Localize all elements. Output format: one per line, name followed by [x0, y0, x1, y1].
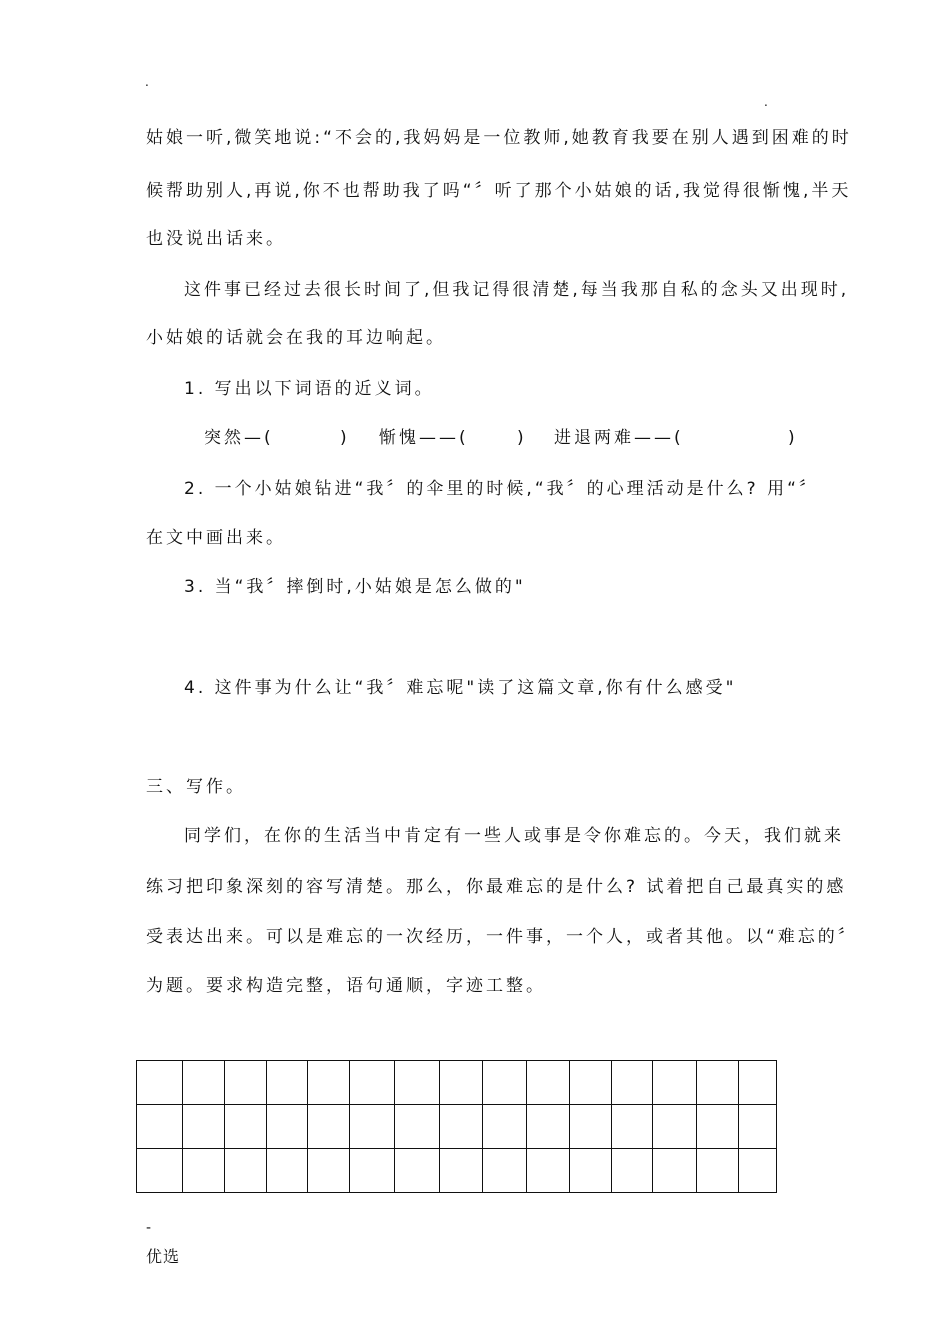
story-line-1: 姑娘一听,微笑地说:“不会的,我妈妈是一位教师,她教育我要在别人遇到困难的时 — [146, 128, 852, 148]
grid-cell[interactable] — [267, 1105, 308, 1149]
writing-heading: 三、写作。 — [146, 777, 246, 797]
grid-cell[interactable] — [570, 1149, 612, 1193]
grid-cell[interactable] — [225, 1105, 267, 1149]
grid-cell[interactable] — [225, 1061, 267, 1105]
grid-cell[interactable] — [267, 1149, 308, 1193]
grid-cell[interactable] — [697, 1105, 739, 1149]
grid-cell[interactable] — [739, 1061, 777, 1105]
grid-cell[interactable] — [137, 1061, 183, 1105]
question-3: 3. 当“我〞摔倒时,小姑娘是怎么做的" — [184, 577, 526, 597]
synonym-blank-1-close: ) — [340, 428, 350, 448]
grid-cell[interactable] — [527, 1149, 570, 1193]
grid-cell[interactable] — [570, 1105, 612, 1149]
writing-grid — [136, 1060, 777, 1193]
grid-cell[interactable] — [612, 1149, 653, 1193]
grid-cell[interactable] — [440, 1149, 483, 1193]
question-4: 4. 这件事为什么让“我〞难忘呢"读了这篇文章,你有什么感受" — [184, 678, 737, 698]
writing-line-3: 受表达出来。可以是难忘的一次经历，一件事，一个人，或者其他。以“难忘的〞 — [146, 927, 858, 947]
grid-cell[interactable] — [697, 1061, 739, 1105]
grid-cell[interactable] — [137, 1105, 183, 1149]
grid-row — [137, 1105, 777, 1149]
grid-cell[interactable] — [739, 1149, 777, 1193]
grid-cell[interactable] — [653, 1105, 697, 1149]
header-mark-left: . — [145, 75, 149, 89]
grid-cell[interactable] — [225, 1149, 267, 1193]
grid-cell[interactable] — [739, 1105, 777, 1149]
question-2-line-2: 在文中画出来。 — [146, 528, 286, 548]
writing-line-2: 练习把印象深刻的容写清楚。那么，你最难忘的是什么? 试着把自己最真实的感 — [146, 877, 847, 897]
story-line-5: 小姑娘的话就会在我的耳边响起。 — [146, 328, 446, 348]
footer-label: 优选 — [146, 1247, 181, 1266]
grid-cell[interactable] — [612, 1105, 653, 1149]
grid-cell[interactable] — [350, 1149, 395, 1193]
grid-cell[interactable] — [653, 1149, 697, 1193]
grid-cell[interactable] — [395, 1061, 440, 1105]
grid-cell[interactable] — [395, 1149, 440, 1193]
grid-cell[interactable] — [395, 1105, 440, 1149]
grid-cell[interactable] — [183, 1105, 225, 1149]
grid-cell[interactable] — [350, 1105, 395, 1149]
writing-line-4: 为题。要求构造完整，语句通顺，字迹工整。 — [146, 976, 546, 996]
story-line-2: 候帮助别人,再说,你不也帮助我了吗“〞听了那个小姑娘的话,我觉得很惭愧,半天 — [146, 181, 852, 201]
header-mark-right: . — [764, 95, 768, 109]
grid-cell[interactable] — [183, 1149, 225, 1193]
grid-cell[interactable] — [653, 1061, 697, 1105]
grid-cell[interactable] — [483, 1061, 527, 1105]
grid-cell[interactable] — [308, 1149, 350, 1193]
synonym-word-1: 突然—( — [204, 428, 274, 448]
grid-row — [137, 1149, 777, 1193]
grid-cell[interactable] — [267, 1061, 308, 1105]
grid-cell[interactable] — [483, 1105, 527, 1149]
grid-cell[interactable] — [440, 1061, 483, 1105]
footer-mark: - — [146, 1220, 152, 1236]
grid-cell[interactable] — [527, 1105, 570, 1149]
writing-line-1: 同学们，在你的生活当中肯定有一些人或事是令你难忘的。今天，我们就来 — [184, 826, 844, 846]
grid-cell[interactable] — [350, 1061, 395, 1105]
story-line-3: 也没说出话来。 — [146, 229, 286, 249]
grid-cell[interactable] — [308, 1105, 350, 1149]
synonym-blank-2-close: ) — [517, 428, 527, 448]
grid-cell[interactable] — [483, 1149, 527, 1193]
grid-row — [137, 1061, 777, 1105]
question-1: 1. 写出以下词语的近义词。 — [184, 379, 435, 399]
grid-cell[interactable] — [697, 1149, 739, 1193]
grid-cell[interactable] — [440, 1105, 483, 1149]
grid-cell[interactable] — [137, 1149, 183, 1193]
synonym-word-3: 进退两难——( — [554, 428, 684, 448]
synonym-word-2: 惭愧——( — [379, 428, 469, 448]
grid-cell[interactable] — [308, 1061, 350, 1105]
grid-cell[interactable] — [570, 1061, 612, 1105]
grid-cell[interactable] — [612, 1061, 653, 1105]
grid-cell[interactable] — [527, 1061, 570, 1105]
grid-cell[interactable] — [183, 1061, 225, 1105]
story-line-4: 这件事已经过去很长时间了,但我记得很清楚,每当我那自私的念头又出现时, — [184, 280, 850, 300]
synonym-blank-3-close: ) — [788, 428, 798, 448]
question-2-line-1: 2. 一个小姑娘钻进“我〞的伞里的时候,“我〞的心理活动是什么? 用“〞 — [184, 479, 819, 499]
